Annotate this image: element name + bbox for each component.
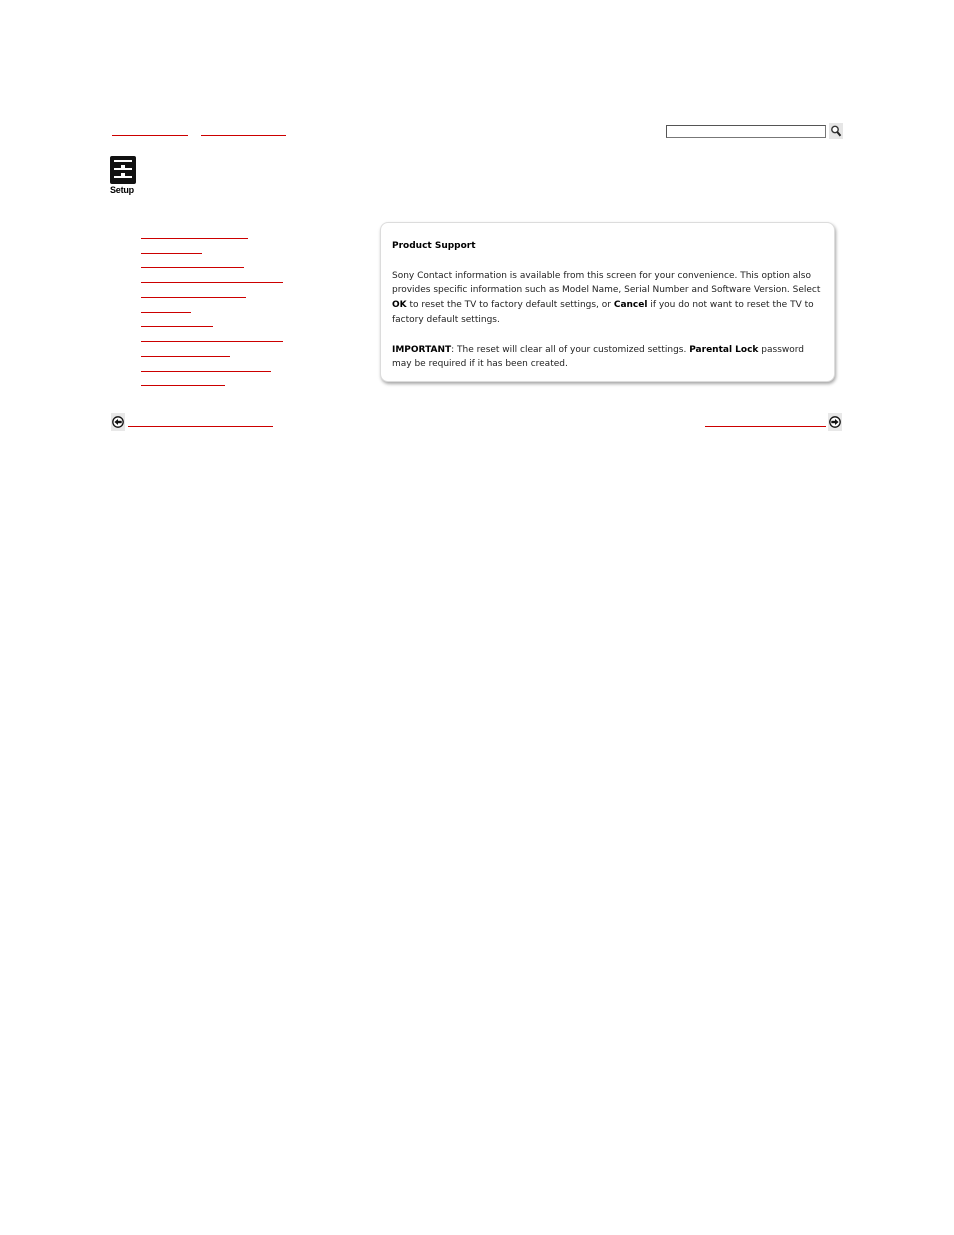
magnifier-icon [829, 123, 843, 139]
card-paragraph-info [392, 269, 826, 328]
sidebar-link-7[interactable] [141, 371, 271, 372]
search-input[interactable] [666, 125, 826, 138]
sidebar-link-7b[interactable] [141, 385, 225, 386]
breadcrumb-link-1[interactable] [112, 135, 188, 136]
card-paragraph-important [392, 343, 826, 373]
sidebar-link-3[interactable] [141, 282, 283, 283]
breadcrumb-link-2[interactable] [201, 135, 286, 136]
previous-link[interactable] [128, 426, 273, 427]
sidebar-link-1[interactable] [141, 238, 248, 239]
para2-b-text: password may be required if it has been created. [392, 344, 805, 370]
sidebar-link-6b[interactable] [141, 356, 230, 357]
sidebar-link-4[interactable] [141, 297, 246, 298]
para1-text: Sony Contact information is available from this screen for your convenience. This option also provides specific information such as Model Name, Serial Number and Software Version. Select [392, 270, 821, 296]
para1-mid-text: to reset the TV to factory default settings, or [406, 300, 614, 311]
next-link[interactable] [705, 426, 826, 427]
sidebar-link-4b[interactable] [141, 312, 191, 313]
sidebar-link-6[interactable] [141, 341, 283, 342]
parental-lock-label: Parental Lock [689, 344, 759, 355]
setup-toolbox-icon [106, 155, 140, 185]
cancel-label: Cancel [613, 300, 648, 311]
para1-end-text: if you do not want to reset the TV to factory default settings. [392, 300, 814, 325]
next-button[interactable] [828, 413, 842, 431]
sidebar-link-2[interactable] [141, 267, 244, 268]
section-label: Setup [109, 185, 134, 195]
previous-button[interactable] [111, 413, 125, 431]
sidebar-link-5[interactable] [141, 326, 213, 327]
card-body [392, 239, 826, 372]
para2-a-text: : The reset will clear all of your customized settings. [451, 344, 690, 355]
sidebar-link-1b[interactable] [141, 253, 202, 254]
next-arrow-icon [828, 413, 842, 431]
important-label: IMPORTANT [392, 344, 452, 355]
previous-arrow-icon [111, 413, 125, 431]
ok-label: OK [392, 300, 407, 311]
search-button[interactable] [829, 123, 843, 139]
card-title: Product Support [392, 241, 476, 251]
product-support-card [380, 222, 835, 382]
